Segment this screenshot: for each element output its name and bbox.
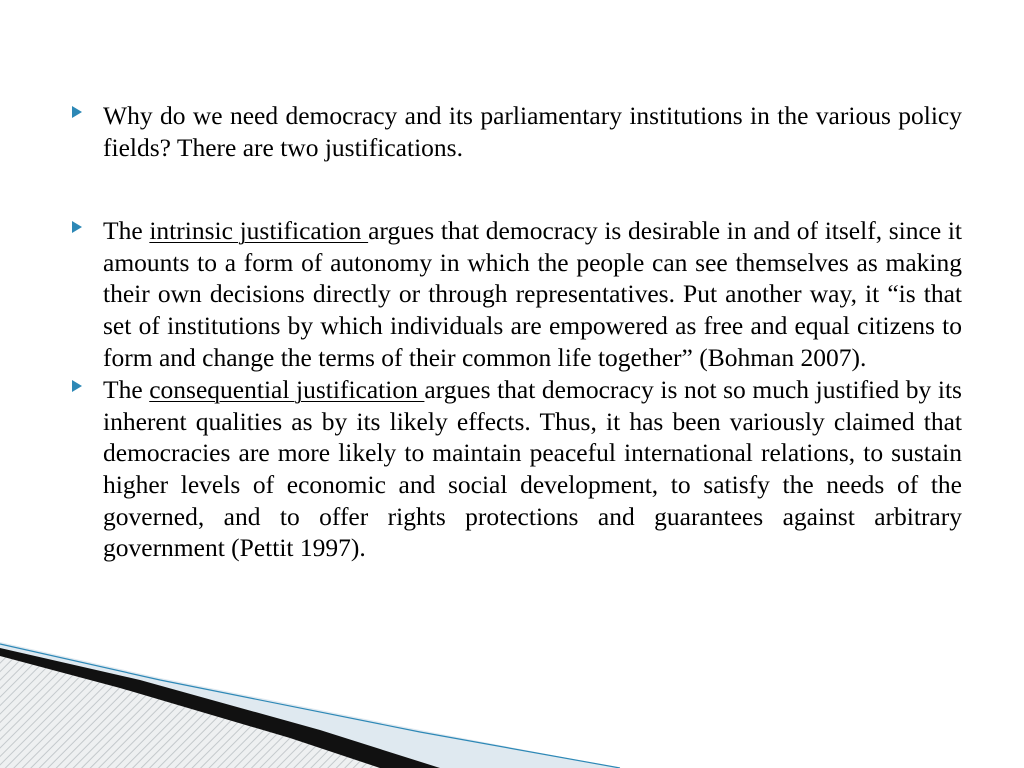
intrinsic-justification-term: intrinsic justification (149, 216, 369, 246)
triangle-bullet-icon (72, 380, 82, 392)
bullet-intro: The (103, 216, 150, 246)
bullet-text: argues that democracy is not so much justified by its inherent qualities as by its likely effects. Thus, it has been variously claimed that democracies are more likely to maintain peaceful international relations, to sustain higher levels of economic and social development, to satisfy the needs of the governed, and to offer rights protections and guarantees against arbitrary government (Pettit 1997). (103, 375, 962, 563)
bullet-text: argues that democracy is desirable in and of itself, since it amounts to a form of autonomy in which the people can see themselves as making their own decisions directly or through representatives. Put another way, it “is that set of institutions by which individuals are empowered as free and equal citizens to form and change the terms of their common life together” (Bohman 2007). (103, 216, 963, 372)
bullet-point-question (72, 100, 962, 163)
triangle-bullet-icon (72, 221, 82, 233)
bullet-point-consequential (72, 374, 962, 564)
triangle-bullet-icon (72, 106, 82, 118)
corner-decoration (0, 620, 1024, 768)
bullet-intro: The (103, 375, 150, 405)
bullet-text: Why do we need democracy and its parliamentary institutions in the various policy fields? There are two justifications. (103, 101, 962, 162)
consequential-justification-term: consequential justification (149, 375, 425, 405)
bullet-point-intrinsic (72, 215, 962, 373)
slide-content (72, 100, 962, 564)
